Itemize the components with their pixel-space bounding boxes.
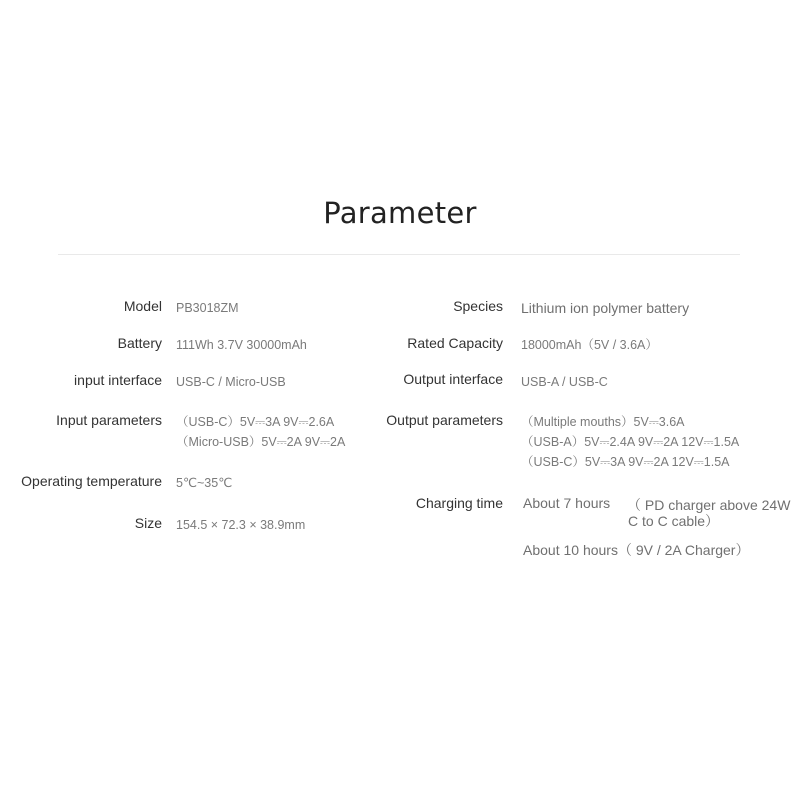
charging-option-1-time: About 7 hours (523, 495, 611, 511)
spec-label-input-parameters: Input parameters (56, 412, 162, 428)
spec-value-input-interface (176, 372, 286, 392)
spec-value-line: PB3018ZM (176, 301, 239, 315)
spec-value-line: （USB-C）5V⎓3A 9V⎓2.6A (176, 415, 335, 429)
spec-value-operating-temperature (176, 473, 232, 493)
spec-value-line: USB-C / Micro-USB (176, 375, 286, 389)
spec-label-output-parameters: Output parameters (386, 412, 503, 428)
spec-label-species: Species (453, 298, 503, 314)
spec-value-output-interface (521, 372, 608, 392)
spec-value-battery (176, 335, 307, 355)
spec-value-line: 18000mAh（5V / 3.6A） (521, 338, 658, 352)
spec-value-line: 111Wh 3.7V 30000mAh (176, 338, 307, 352)
spec-value-line: （Micro-USB）5V⎓2A 9V⎓2A (176, 435, 346, 449)
spec-value-model (176, 298, 239, 318)
spec-value-line: （Multiple mouths）5V⎓3.6A (521, 415, 685, 429)
spec-value-line: （USB-A）5V⎓2.4A 9V⎓2A 12V⎓1.5A (521, 435, 740, 449)
spec-label-output-interface: Output interface (403, 371, 503, 387)
spec-value-input-parameters (176, 412, 345, 452)
spec-label-rated-capacity: Rated Capacity (407, 335, 503, 351)
spec-value-line: （USB-C）5V⎓3A 9V⎓2A 12V⎓1.5A (521, 455, 730, 469)
spec-label-model: Model (123, 298, 162, 314)
title-divider (58, 254, 740, 255)
spec-value-rated-capacity (521, 335, 658, 355)
spec-label-size: Size (134, 515, 162, 531)
spec-value-output-parameters (521, 412, 739, 472)
page-title: Parameter (323, 196, 477, 230)
charging-option-2: About 10 hours（ 9V / 2A Charger） (523, 542, 750, 558)
spec-label-operating-temperature: Operating temperature (21, 473, 162, 489)
spec-label-battery: Battery (117, 335, 162, 351)
spec-value-line: 5℃~35℃ (176, 476, 233, 490)
spec-value-size (176, 515, 305, 535)
spec-value-line: 154.5 × 72.3 × 38.9mm (176, 518, 306, 532)
spec-label-input-interface: input interface (74, 372, 162, 388)
spec-value-line: USB-A / USB-C (521, 375, 608, 389)
spec-label-charging-time: Charging time (415, 495, 503, 511)
spec-value-line: Lithium ion polymer battery (521, 300, 690, 316)
charging-option-1-note-line1: （ PD charger above 24W (627, 497, 791, 513)
charging-option-1-note-line2: C to C cable） (628, 513, 720, 529)
spec-value-species (521, 298, 689, 318)
